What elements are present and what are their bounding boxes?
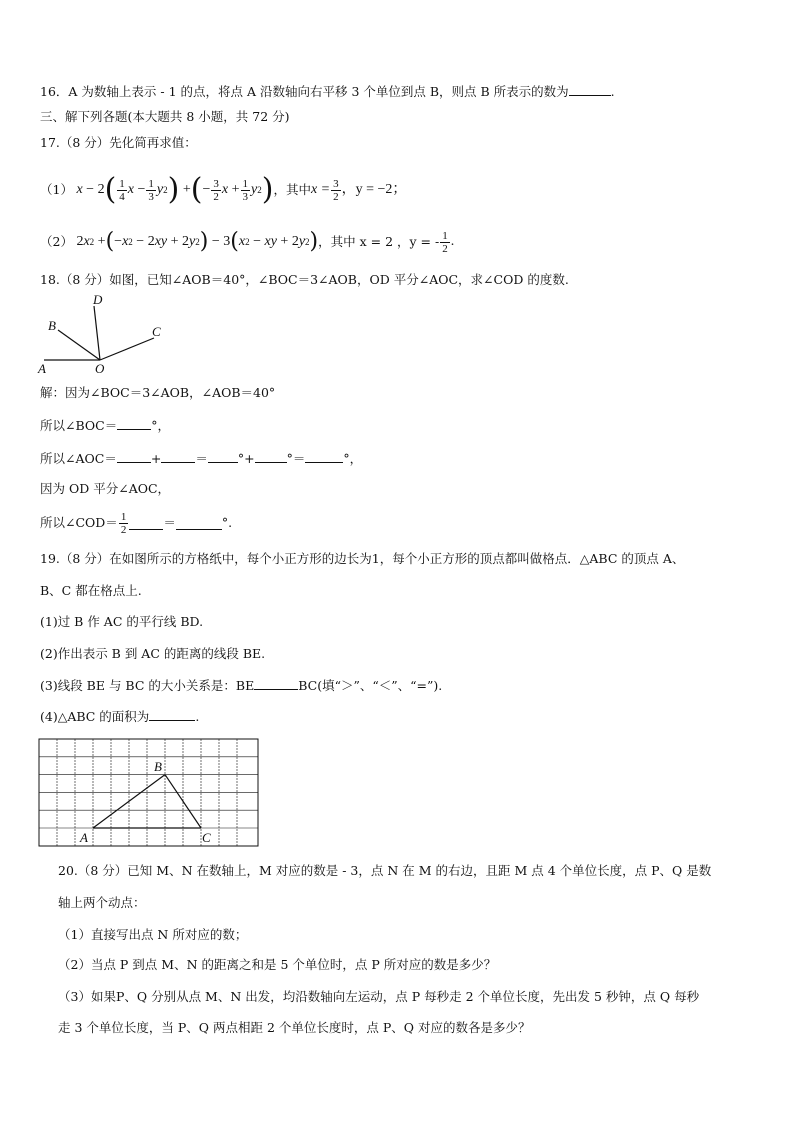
q18-sol-2: 所以∠BOC＝ °， — [40, 418, 170, 433]
q16-end: . — [610, 84, 615, 99]
grid-label-C: C — [202, 830, 211, 845]
frac-3-2: $\frac{3}{2}$ — [213, 177, 219, 203]
q17-p1-cond: ，其中 — [273, 182, 311, 197]
q17-heading: 17.（8 分）先化简再求值： — [40, 135, 197, 150]
label-D: D — [93, 292, 103, 307]
q20-line-5: （3）如果P、Q 分别从点 M、N 出发，均沿数轴向左运动，点 P 每秒走 2 个单位长度，先出发 5 秒钟，点 Q 每秒 — [58, 989, 700, 1004]
q19-step-3: (3)线段 BE 与 BC 的大小关系是：BE BC(填“＞”、“＜”、“=”). — [40, 678, 443, 693]
q18-sol-1: 解：因为∠BOC＝3∠AOB，∠AOB＝40° — [40, 385, 276, 400]
q17-p2-cond: ，其中 x = 2 ，y = - — [318, 234, 440, 249]
frac-3-2b: $\frac{3}{2}$ — [333, 177, 339, 203]
q17-part1: （1） x − 2 ( $\frac{1}{4}$ x − $\frac{1}{3}$ y 2 ) + ( − $\frac{3}{2}$ x + $\frac{1}{3}$ y 2 ) ，其中 x = $\frac{3}{2}$ ，y = −2； — [40, 172, 407, 207]
q16-text: 16．A 为数轴上表示 - 1 的点，将点 A 沿数轴向右平移 3 个单位到点 B，则点 B 所表示的数为 — [40, 84, 569, 99]
q16-line — [40, 83, 615, 100]
label-C: C — [152, 324, 161, 339]
label-B: B — [48, 318, 56, 333]
q18-heading: 18.（8 分）如图，已知∠AOB＝40°，∠BOC＝3∠AOB，OD 平分∠AOC，求∠COD 的度数. — [40, 272, 569, 287]
q19-step-1: (1)过 B 作 AC 的平行线 BD. — [40, 614, 204, 629]
q17-p2-label: （2） — [40, 234, 73, 249]
frac-1-4: $\frac{1}{4}$ — [119, 177, 125, 203]
q17-p2-end: . — [450, 234, 455, 249]
frac-1-3: $\frac{1}{3}$ — [148, 177, 154, 203]
q18-sol-4: 因为 OD 平分∠AOC， — [40, 481, 171, 496]
q16-blank — [569, 83, 611, 96]
frac-1-2-cod: $\frac{1}{2}$ — [120, 510, 127, 536]
q19-heading: 19.（8 分）在如图所示的方格纸中，每个小正方形的边长为1，每个小正方形的顶点都叫做格点．△ABC 的顶点 A、 — [40, 551, 685, 566]
q18-sol-3: 所以∠AOC＝ + ＝ °+ °＝ °， — [40, 451, 363, 466]
q18-sol-5: 所以∠COD＝ $\frac{1}{2}$ ＝ °. — [40, 510, 233, 536]
angle-figure — [36, 292, 176, 376]
q17-part2: （2） 2 x 2 + ( − x 2 − 2 xy + 2 y 2 ) − 3 ( x 2 − xy + 2 y 2 ) ，其中 x = 2 ，y = - $\frac{1}{2}$ . — [40, 229, 455, 255]
q20-line-2: 轴上两个动点： — [58, 895, 146, 910]
label-O: O — [95, 361, 105, 376]
section-3-heading: 三、解下列各题(本大题共 8 小题，共 72 分) — [40, 109, 290, 124]
q20-line-3: （1）直接写出点 N 所对应的数； — [58, 927, 248, 942]
frac-1-2: $\frac{1}{2}$ — [442, 229, 448, 255]
grid-figure — [38, 738, 260, 848]
label-A: A — [38, 361, 46, 376]
q17-p1-x: x = — [310, 182, 331, 197]
q20-line-6: 走 3 个单位长度，当 P、Q 两点相距 2 个单位长度时，点 P、Q 对应的数各是多少？ — [58, 1020, 531, 1035]
q19-step-2: (2)作出表示 B 到 AC 的距离的线段 BE. — [40, 646, 266, 661]
q17-p1-y: ，y = −2； — [341, 182, 407, 197]
grid-label-B: B — [154, 759, 162, 774]
grid-label-A: A — [80, 830, 88, 845]
q20-line-1: 20.（8 分）已知 M、N 在数轴上，M 对应的数是 - 3，点 N 在 M 的右边，且距 M 点 4 个单位长度，点 P、Q 是数 — [58, 863, 712, 878]
frac-1-3b: $\frac{1}{3}$ — [242, 177, 249, 203]
q19-heading-2: B、C 都在格点上. — [40, 583, 142, 598]
q20-line-4: （2）当点 P 到点 M、N 的距离之和是 5 个单位时，点 P 所对应的数是多少？ — [58, 957, 497, 972]
q17-p1-label: （1） — [40, 182, 73, 197]
q19-step-4: (4)△ABC 的面积为 . — [40, 709, 200, 724]
